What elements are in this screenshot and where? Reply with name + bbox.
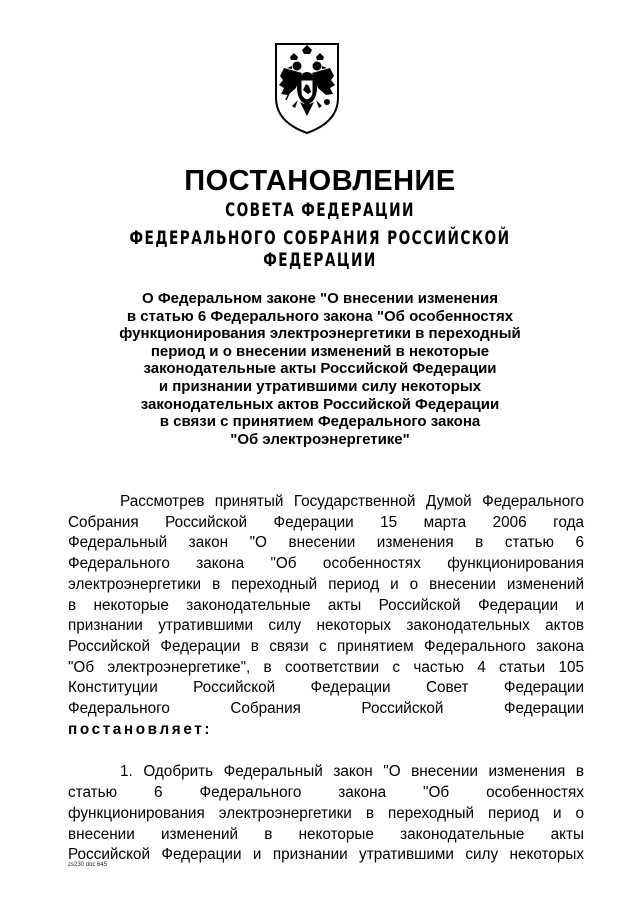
body-line: статью 6 Федерального закона "Об особенностях	[68, 784, 584, 802]
document-subtitle-line1: СОВЕТА ФЕДЕРАЦИИ	[225, 199, 415, 221]
body-line: Российской Федерации и признании утратившими силу некоторых	[68, 846, 584, 864]
paragraph-1	[68, 492, 584, 740]
document-heading	[110, 290, 530, 448]
heading-line: период и о внесении изменений в некоторые	[150, 342, 490, 360]
body-line: Федерального закона "Об особенностях функционирования	[68, 555, 584, 573]
body-line: электроэнергетики в переходный период и о внесении изменений	[68, 575, 584, 593]
body-line: в некоторые законодательные акты Российской Федерации и	[68, 596, 584, 614]
document-title: ПОСТАНОВЛЕНИЕ	[184, 165, 456, 197]
heading-line: законодательных актов Российской Федерации	[140, 395, 500, 413]
body-line: функционирования электроэнергетики в переходный период и о	[68, 804, 584, 822]
coat-of-arms-icon	[272, 40, 342, 136]
body-line: Федеральный закон "О внесении изменения в статью 6	[68, 534, 584, 552]
body-line: Собрания Российской Федерации 15 марта 2006 года	[68, 513, 584, 531]
body-line: Российской Федерации в связи с принятием Федерального закона	[68, 637, 584, 655]
body-line: внесении изменений в некоторые законодательные акты	[68, 825, 584, 843]
resolves-word: постановляет:	[68, 720, 213, 738]
footer-code: zs230 doc 645	[68, 862, 108, 868]
heading-line: О Федеральном законе "О внесении изменения	[142, 290, 498, 307]
heading-line: функционирования электроэнергетики в переходный	[119, 325, 521, 343]
body-line: 1. Одобрить Федеральный закон "О внесении изменения в	[120, 763, 584, 781]
body-line: Рассмотрев принятый Государственной Думой Федерального	[120, 493, 584, 510]
heading-line: законодательные акты Российской Федерации	[143, 360, 497, 378]
heading-line: в связи с принятием Федерального закона	[159, 413, 481, 431]
heading-line: в статью 6 Федерального закона "Об особенностях	[126, 307, 514, 325]
body-line: "Об электроэнергетике", в соответствии с частью 4 статьи 105	[68, 658, 584, 676]
body-line: Федерального Собрания Российской Федерации	[68, 700, 584, 718]
document-subtitle-line2: ФЕДЕРАЛЬНОГО СОБРАНИЯ РОССИЙСКОЙ ФЕДЕРАЦИИ	[129, 227, 511, 271]
paragraph-2	[68, 762, 584, 866]
heading-line: "Об электроэнергетике"	[230, 430, 410, 448]
body-line: Конституции Российской Федерации Совет Федерации	[68, 679, 584, 697]
heading-line: и признании утратившими силу некоторых	[158, 377, 482, 395]
body-line: признании утратившими силу некоторых законодательных актов	[68, 617, 584, 635]
document-body	[68, 492, 584, 866]
